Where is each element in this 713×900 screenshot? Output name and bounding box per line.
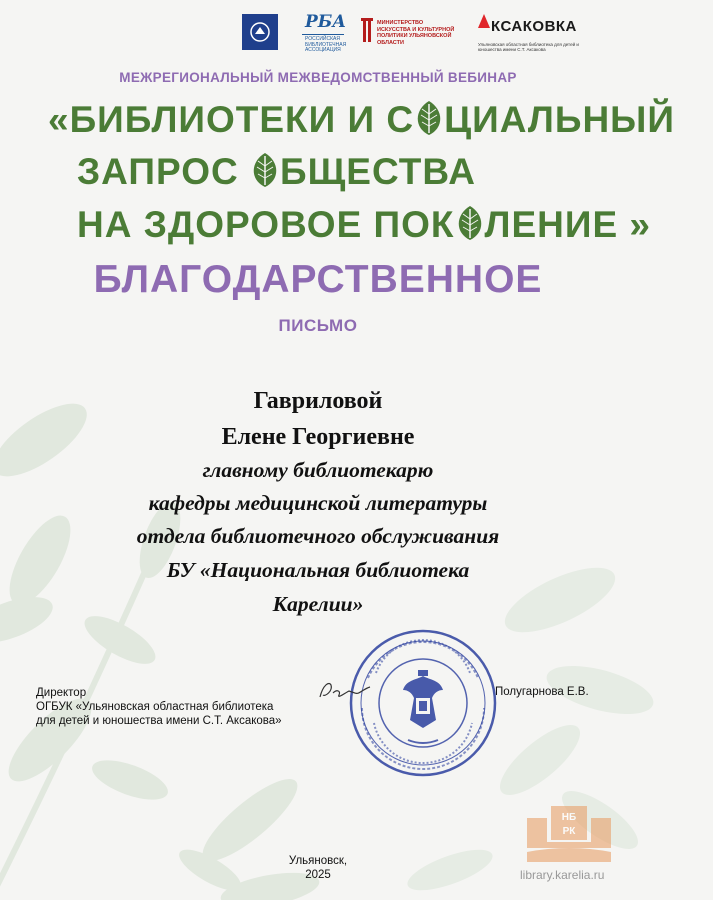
title-line-1 [48, 100, 684, 140]
recipient-position-line: кафедры медицинской литературы [148, 491, 488, 515]
title-line-3-part-a: НА ЗДОРОВОЕ ПОК [77, 204, 455, 245]
recipient-position-line: главному библиотекарю [202, 458, 434, 482]
aksakovka-caption: Ульяновская областная библиотека для детей и юношества имени С.Т. Аксакова [478, 42, 579, 52]
title-line-3-part-b: ЛЕНИЕ » [484, 204, 652, 245]
nbrk-watermark-logo [525, 804, 613, 864]
rba-caption: РОССИЙСКАЯ БИБЛИОТЕЧНАЯ АССОЦИАЦИЯ [305, 36, 347, 53]
partner-logos [0, 12, 636, 58]
recipient-position-line: отдела библиотечного обслуживания [136, 524, 500, 548]
document-genre-sub: ПИСЬМО [278, 316, 358, 335]
event-type: МЕЖРЕГИОНАЛЬНЫЙ МЕЖВЕДОМСТВЕННЫЙ ВЕБИНАР [119, 70, 517, 85]
ulyanovsk-ministry-icon [361, 18, 373, 44]
handwritten-signature [315, 675, 375, 705]
title-line-1-part-b: ЦИАЛЬНЫЙ [444, 99, 675, 140]
signatory-role: Директор [36, 687, 87, 699]
recipient-name: Елене Георгиевне [221, 424, 415, 450]
footer-year: 2025 [305, 869, 331, 881]
leaf-letter-o-icon [414, 100, 444, 136]
signatory-block [36, 686, 282, 728]
aksakovka-logo [478, 18, 577, 35]
svg-text:РК: РК [562, 826, 576, 837]
emblem-icon [248, 20, 272, 44]
title-line-3 [77, 205, 713, 245]
title-line-1-part-a: «БИБЛИОТЕКИ И С [48, 99, 415, 140]
footer-city: Ульяновск, [288, 855, 348, 867]
title-line-2 [77, 152, 713, 192]
recipient-position-line: Карелии» [272, 592, 364, 616]
ulyanovsk-ministry-caption: МИНИСТЕРСТВО ИСКУССТВА И КУЛЬТУРНОЙ ПОЛИТИКИ УЛЬЯНОВСКОЙ ОБЛАСТИ [377, 20, 455, 46]
signatory-name: Полугарнова Е.В. [495, 686, 589, 698]
rba-logo-mark: РБА [305, 12, 347, 32]
ministry-culture-logo [242, 14, 278, 50]
recipient-surname: Гавриловой [253, 388, 383, 414]
document-genre: БЛАГОДАРСТВЕННОЕ [93, 258, 543, 301]
title-line-2-part-a: ЗАПРОС [77, 151, 250, 192]
leaf-letter-o-icon [250, 152, 280, 188]
svg-text:НБ: НБ [561, 812, 577, 823]
watermark-url: library.karelia.ru [520, 868, 605, 882]
signatory-org-line-1: ОГБУК «Ульяновская областная библиотека [36, 701, 274, 713]
rba-divider [302, 34, 344, 35]
signatory-org-line-2: для детей и юношества имени С.Т. Аксакова» [36, 715, 282, 727]
title-line-2-part-b: БЩЕСТВА [279, 151, 476, 192]
aksakovka-wordmark: КСАКОВКА [491, 18, 577, 35]
recipient-position-line: БУ «Национальная библиотека [166, 558, 470, 582]
leaf-letter-o-icon [455, 205, 485, 241]
